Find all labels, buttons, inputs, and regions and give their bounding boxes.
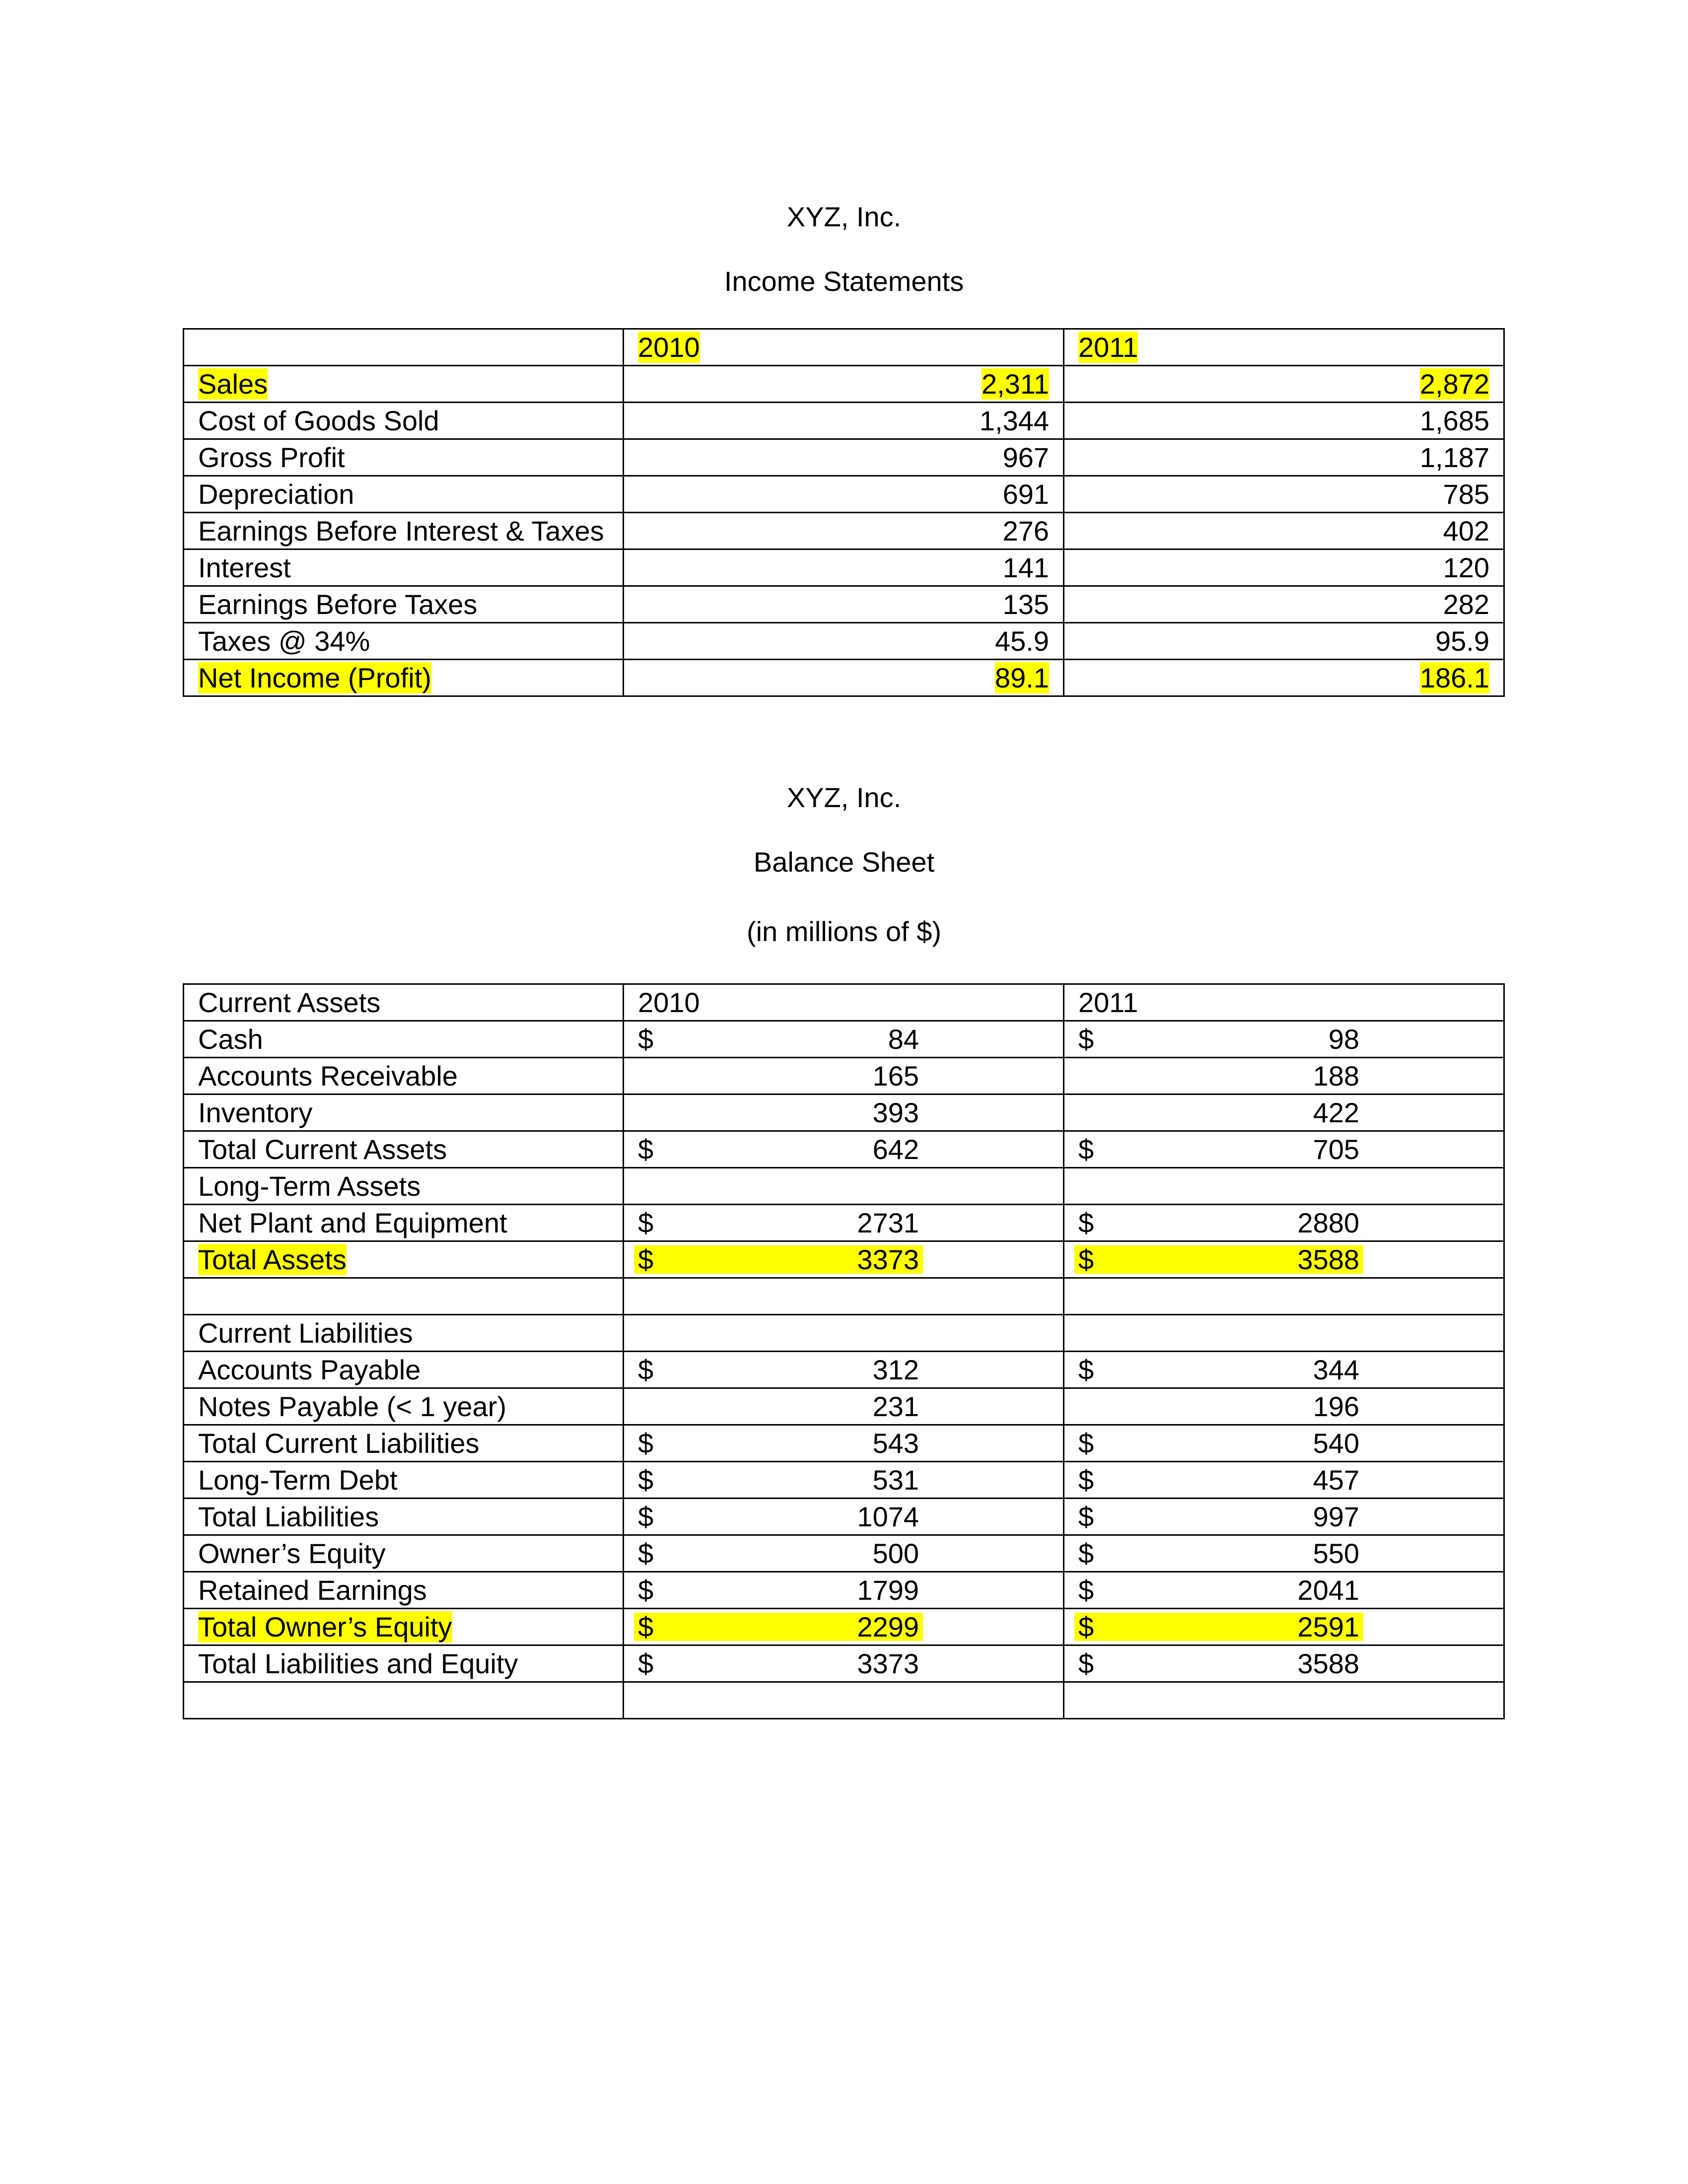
row-label: Total Owner’s Equity xyxy=(198,1611,452,1642)
table-row xyxy=(184,549,1504,586)
value-2010: 89.1 xyxy=(995,662,1049,693)
dollar-sign: $ xyxy=(638,1574,654,1606)
row-label: Taxes @ 34% xyxy=(198,625,370,657)
row-label: Inventory xyxy=(198,1096,313,1128)
dollar-sign: $ xyxy=(1078,1354,1094,1385)
row-label-cell xyxy=(184,1609,624,1645)
value-2011-cell xyxy=(1064,1572,1504,1609)
value-2010: 967 xyxy=(1002,441,1049,473)
amount: 344 xyxy=(1313,1354,1359,1385)
dollar-sign: $ xyxy=(638,1207,654,1238)
row-label-cell xyxy=(184,1315,624,1352)
value-2011-cell xyxy=(1064,660,1504,696)
value-2010: 135 xyxy=(1002,588,1049,620)
income-header-year-2010: 2010 xyxy=(638,331,700,363)
row-label: Owner’s Equity xyxy=(198,1537,386,1569)
amount: 3588 xyxy=(1297,1647,1359,1679)
value-2011-cell xyxy=(1064,366,1504,403)
amount: 2591 xyxy=(1297,1611,1359,1642)
row-label-cell xyxy=(184,1645,624,1682)
amount: 2880 xyxy=(1297,1207,1359,1238)
row-label: Sales xyxy=(198,368,268,400)
row-label: Net Plant and Equipment xyxy=(198,1207,507,1238)
table-row xyxy=(184,1315,1504,1352)
table-row xyxy=(184,1499,1504,1535)
table-row xyxy=(184,586,1504,623)
amount: 393 xyxy=(872,1096,919,1128)
value-2011: 402 xyxy=(1443,515,1489,546)
dollar-sign: $ xyxy=(638,1501,654,1532)
table-row xyxy=(184,1572,1504,1609)
income-header-year-2011: 2011 xyxy=(1078,331,1138,363)
row-label: Total Current Assets xyxy=(198,1133,447,1165)
value-2011-cell xyxy=(1064,1425,1504,1462)
row-label-cell xyxy=(184,1352,624,1388)
balance-header-year-2010: 2010 xyxy=(638,986,700,1018)
value-2010-cell xyxy=(624,439,1064,476)
value-2010-cell xyxy=(624,586,1064,623)
row-label: Current Liabilities xyxy=(198,1317,413,1349)
value-2010-cell xyxy=(624,1205,1064,1241)
value-2011-cell xyxy=(1064,1168,1504,1205)
amount: 3373 xyxy=(857,1647,919,1679)
table-row xyxy=(184,1609,1504,1645)
balance-header-2010-cell xyxy=(624,984,1064,1021)
row-label: Total Liabilities and Equity xyxy=(198,1647,518,1679)
balance-header-2011-cell xyxy=(1064,984,1504,1021)
value-2011: 120 xyxy=(1443,551,1489,583)
amount: 531 xyxy=(872,1464,919,1496)
value-2010-cell xyxy=(624,1682,1064,1719)
table-row xyxy=(184,1131,1504,1168)
dollar-sign: $ xyxy=(638,1354,654,1385)
value-2010: 45.9 xyxy=(995,625,1049,657)
dollar-sign: $ xyxy=(1078,1501,1094,1532)
value-2010-cell xyxy=(624,476,1064,513)
balance-header-label: Current Assets xyxy=(198,986,381,1018)
row-label-cell xyxy=(184,660,624,696)
balance-sheet-title: Balance Sheet xyxy=(753,846,935,878)
row-label: Total Liabilities xyxy=(198,1501,379,1532)
amount: 196 xyxy=(1313,1390,1359,1422)
row-label: Depreciation xyxy=(198,478,354,510)
value-2010: 276 xyxy=(1002,515,1049,546)
amount: 2041 xyxy=(1297,1574,1359,1606)
table-row xyxy=(184,1241,1504,1278)
value-2010-cell xyxy=(624,1572,1064,1609)
value-2010-cell xyxy=(624,1094,1064,1131)
amount: 231 xyxy=(872,1390,919,1422)
row-label-cell xyxy=(184,1131,624,1168)
income-statement-title: Income Statements xyxy=(724,266,964,297)
dollar-sign: $ xyxy=(638,1647,654,1679)
value-2011: 1,685 xyxy=(1419,405,1489,436)
value-2011-cell xyxy=(1064,1352,1504,1388)
table-row xyxy=(184,1388,1504,1425)
value-2010-cell xyxy=(624,1315,1064,1352)
row-label: Total Current Liabilities xyxy=(198,1427,480,1459)
value-2010: 1,344 xyxy=(979,405,1049,436)
value-2011-cell xyxy=(1064,1058,1504,1094)
value-2011: 2,872 xyxy=(1419,368,1489,400)
row-label-cell xyxy=(184,623,624,660)
table-row xyxy=(184,1094,1504,1131)
dollar-sign: $ xyxy=(638,1464,654,1496)
dollar-sign: $ xyxy=(638,1537,654,1569)
row-label-cell xyxy=(184,1021,624,1058)
row-label-cell xyxy=(184,1572,624,1609)
amount: 312 xyxy=(872,1354,919,1385)
income-header-2011-cell xyxy=(1064,329,1504,366)
amount: 540 xyxy=(1313,1427,1359,1459)
table-row xyxy=(184,513,1504,549)
table-row xyxy=(184,1168,1504,1205)
table-row xyxy=(184,623,1504,660)
dollar-sign: $ xyxy=(638,1427,654,1459)
value-2011-cell xyxy=(1064,1535,1504,1572)
value-2010: 2,311 xyxy=(982,368,1049,400)
value-2011-cell xyxy=(1064,1682,1504,1719)
table-row xyxy=(184,1535,1504,1572)
value-2011-cell xyxy=(1064,586,1504,623)
amount: 997 xyxy=(1313,1501,1359,1532)
dollar-sign: $ xyxy=(638,1243,654,1275)
dollar-sign: $ xyxy=(638,1023,654,1055)
row-label: Earnings Before Interest & Taxes xyxy=(198,515,604,546)
dollar-sign: $ xyxy=(1078,1133,1094,1165)
row-label: Gross Profit xyxy=(198,441,345,473)
row-label-cell xyxy=(184,1682,624,1719)
row-label: Cost of Goods Sold xyxy=(198,405,439,436)
value-2011-cell xyxy=(1064,1315,1504,1352)
value-2010-cell xyxy=(624,1278,1064,1315)
row-label-cell xyxy=(184,586,624,623)
balance-header-row xyxy=(184,984,1504,1021)
amount: 84 xyxy=(888,1023,919,1055)
value-2010-cell xyxy=(624,1388,1064,1425)
income-header-row xyxy=(184,329,1504,366)
table-row xyxy=(184,1682,1504,1719)
amount: 98 xyxy=(1328,1023,1359,1055)
table-row xyxy=(184,476,1504,513)
value-2011-cell xyxy=(1064,623,1504,660)
table-row xyxy=(184,1462,1504,1499)
amount: 642 xyxy=(872,1133,919,1165)
amount: 705 xyxy=(1313,1133,1359,1165)
balance-company-name: XYZ, Inc. xyxy=(786,782,902,813)
dollar-sign: $ xyxy=(1078,1647,1094,1679)
value-2011: 282 xyxy=(1443,588,1489,620)
value-2011: 1,187 xyxy=(1419,441,1489,473)
value-2011: 785 xyxy=(1443,478,1489,510)
value-2010-cell xyxy=(624,1609,1064,1645)
row-label: Accounts Receivable xyxy=(198,1060,458,1092)
table-row xyxy=(184,1278,1504,1315)
value-2011: 186.1 xyxy=(1419,662,1489,693)
value-2011-cell xyxy=(1064,476,1504,513)
row-label: Accounts Payable xyxy=(198,1354,421,1385)
row-label-cell xyxy=(184,1094,624,1131)
amount: 3588 xyxy=(1297,1243,1359,1275)
value-2010-cell xyxy=(624,366,1064,403)
value-2010: 691 xyxy=(1002,478,1049,510)
value-2010-cell xyxy=(624,403,1064,439)
row-label-cell xyxy=(184,1241,624,1278)
balance-sheet-table xyxy=(183,983,1505,1719)
value-2010-cell xyxy=(624,1352,1064,1388)
table-row xyxy=(184,1352,1504,1388)
value-2010-cell xyxy=(624,623,1064,660)
value-2011-cell xyxy=(1064,439,1504,476)
table-row xyxy=(184,1645,1504,1682)
table-row xyxy=(184,1205,1504,1241)
row-label: Total Assets xyxy=(198,1243,347,1275)
amount: 457 xyxy=(1313,1464,1359,1496)
value-2010-cell xyxy=(624,1499,1064,1535)
dollar-sign: $ xyxy=(1078,1537,1094,1569)
row-label-cell xyxy=(184,1535,624,1572)
row-label-cell xyxy=(184,1278,624,1315)
row-label-cell xyxy=(184,476,624,513)
amount: 165 xyxy=(872,1060,919,1092)
value-2011-cell xyxy=(1064,549,1504,586)
value-2010-cell xyxy=(624,513,1064,549)
value-2011-cell xyxy=(1064,1645,1504,1682)
value-2010-cell xyxy=(624,549,1064,586)
dollar-sign: $ xyxy=(1078,1207,1094,1238)
income-company-name: XYZ, Inc. xyxy=(786,201,902,232)
amount: 2731 xyxy=(857,1207,919,1238)
value-2011: 95.9 xyxy=(1435,625,1489,657)
row-label-cell xyxy=(184,549,624,586)
table-row xyxy=(184,366,1504,403)
value-2010-cell xyxy=(624,1168,1064,1205)
balance-header-year-2011: 2011 xyxy=(1078,986,1138,1018)
row-label-cell xyxy=(184,1425,624,1462)
amount: 3373 xyxy=(857,1243,919,1275)
amount: 188 xyxy=(1313,1060,1359,1092)
value-2011-cell xyxy=(1064,1241,1504,1278)
amount: 1799 xyxy=(857,1574,919,1606)
value-2011-cell xyxy=(1064,1609,1504,1645)
amount: 543 xyxy=(872,1427,919,1459)
value-2010-cell xyxy=(624,1425,1064,1462)
row-label-cell xyxy=(184,366,624,403)
row-label-cell xyxy=(184,1499,624,1535)
dollar-sign: $ xyxy=(1078,1611,1094,1642)
value-2010-cell xyxy=(624,1645,1064,1682)
value-2011-cell xyxy=(1064,1462,1504,1499)
value-2010-cell xyxy=(624,1535,1064,1572)
row-label-cell xyxy=(184,1462,624,1499)
balance-sheet-units: (in millions of $) xyxy=(746,916,942,947)
value-2011-cell xyxy=(1064,1388,1504,1425)
value-2010-cell xyxy=(624,1131,1064,1168)
amount: 2299 xyxy=(857,1611,919,1642)
value-2011-cell xyxy=(1064,403,1504,439)
amount: 422 xyxy=(1313,1096,1359,1128)
row-label: Notes Payable (< 1 year) xyxy=(198,1390,506,1422)
value-2010-cell xyxy=(624,1021,1064,1058)
table-row xyxy=(184,1425,1504,1462)
value-2011-cell xyxy=(1064,1278,1504,1315)
value-2010-cell xyxy=(624,1462,1064,1499)
table-row xyxy=(184,1021,1504,1058)
table-row xyxy=(184,1058,1504,1094)
row-label: Interest xyxy=(198,551,291,583)
row-label: Long-Term Debt xyxy=(198,1464,398,1496)
row-label-cell xyxy=(184,1388,624,1425)
income-header-label-cell xyxy=(184,329,624,366)
amount: 1074 xyxy=(857,1501,919,1532)
value-2011-cell xyxy=(1064,1499,1504,1535)
row-label: Long-Term Assets xyxy=(198,1170,421,1202)
table-row xyxy=(184,403,1504,439)
row-label: Retained Earnings xyxy=(198,1574,427,1606)
table-row xyxy=(184,439,1504,476)
dollar-sign: $ xyxy=(1078,1023,1094,1055)
value-2011-cell xyxy=(1064,513,1504,549)
dollar-sign: $ xyxy=(1078,1464,1094,1496)
row-label: Cash xyxy=(198,1023,263,1055)
value-2010-cell xyxy=(624,1241,1064,1278)
dollar-sign: $ xyxy=(638,1611,654,1642)
table-row xyxy=(184,660,1504,696)
amount: 550 xyxy=(1313,1537,1359,1569)
row-label-cell xyxy=(184,439,624,476)
value-2011-cell xyxy=(1064,1094,1504,1131)
value-2011-cell xyxy=(1064,1021,1504,1058)
value-2010-cell xyxy=(624,660,1064,696)
income-header-2010-cell xyxy=(624,329,1064,366)
amount: 500 xyxy=(872,1537,919,1569)
balance-header-label-cell xyxy=(184,984,624,1021)
dollar-sign: $ xyxy=(1078,1427,1094,1459)
value-2011-cell xyxy=(1064,1205,1504,1241)
income-statement-table xyxy=(183,328,1505,697)
dollar-sign: $ xyxy=(1078,1574,1094,1606)
row-label-cell xyxy=(184,1205,624,1241)
value-2010-cell xyxy=(624,1058,1064,1094)
dollar-sign: $ xyxy=(1078,1243,1094,1275)
dollar-sign: $ xyxy=(638,1133,654,1165)
row-label: Net Income (Profit) xyxy=(198,662,431,693)
row-label-cell xyxy=(184,513,624,549)
value-2010: 141 xyxy=(1002,551,1049,583)
row-label-cell xyxy=(184,403,624,439)
value-2011-cell xyxy=(1064,1131,1504,1168)
row-label-cell xyxy=(184,1058,624,1094)
row-label-cell xyxy=(184,1168,624,1205)
row-label: Earnings Before Taxes xyxy=(198,588,478,620)
